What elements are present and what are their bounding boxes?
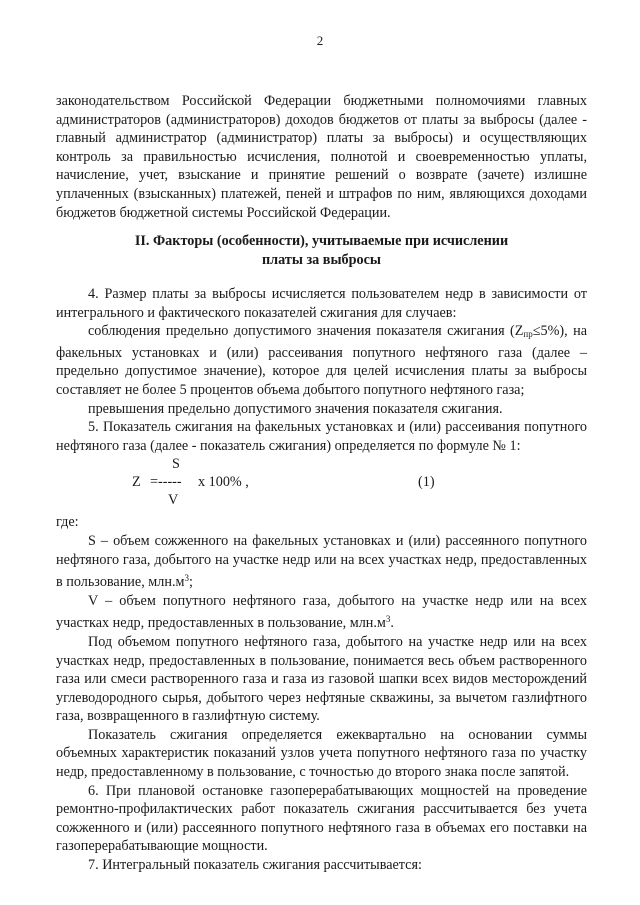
formula-lhs: Z [132, 474, 141, 491]
paragraph-4a-end: ≤5%), на факельных установках и (или) рассеивания попутного нефтяного газа (далее – предельно допустимое значение), которое для целей исчисления платы за выбросы составляет не более 5 процентов объема добытого попутного нефтяного газа; [56, 323, 587, 398]
v-unit-superscript: 3 [385, 614, 391, 625]
z-subscript: пр [523, 329, 533, 340]
paragraph-quarterly: Показатель сжигания определяется ежеквартально на основании суммы объемных характеристик показаний узлов учета попутного нефтяного газа по участку недр, предоставленному в пользование, с точностью до второго знака после запятой. [56, 726, 587, 781]
formula-fraction-bar: =----- [150, 474, 182, 491]
where-label: где: [56, 514, 79, 531]
formula-rhs: х 100% , [198, 474, 249, 491]
intro-paragraph: законодательством Российской Федерации бюджетными полномочиями главных администраторов (администраторов) доходов бюджетов от платы за выбросы (далее - главный администратор (администратор) платы за выбросы) и осуществляющих контроль за правильностью исчисления, полнотой и своевременностью уплаты, начисление, учет, взыскание и принятие решений о возврате (зачете) излишне уплаченных (взысканных) платежей, пеней и штрафов по ним, являющихся доходами бюджетов бюджетной системы Российской Федерации. [56, 93, 587, 221]
formula-numerator: S [172, 456, 180, 473]
v-definition-end: . [390, 615, 394, 632]
page-number: 2 [316, 33, 324, 48]
s-unit-superscript: 3 [184, 573, 189, 584]
section-heading-line2: платы за выбросы [262, 252, 381, 268]
v-definition-text: V – объем попутного нефтяного газа, добытого на участке недр или на всех участках недр, предоставленных в пользование, млн.м [56, 592, 587, 632]
s-definition-end: ; [188, 574, 193, 591]
intro-block [56, 92, 587, 222]
paragraph-4a-start: соблюдения предельно допустимого значения показателя сжигания (Z [88, 323, 524, 340]
section-heading [56, 232, 587, 270]
paragraph-4b: превышения предельно допустимого значения показателя сжигания. [88, 400, 503, 417]
paragraph-6: 6. При плановой остановке газоперерабатывающих мощностей на проведение ремонтно-профилактических работ показатель сжигания рассчитывается без учета сожженного и (или) рассеянного попутного нефтяного газа в объемах его поставки на газоперерабатывающие мощности. [56, 782, 587, 855]
formula-1 [56, 455, 587, 509]
section-heading-line1: II. Факторы (особенности), учитываемые при исчислении [134, 233, 509, 249]
s-definition-text: S – объем сожженного на факельных установках и (или) рассеянного попутного нефтяного газа, добытого на участке недр или на всех участках недр, предоставленных в пользование, млн.м [56, 532, 587, 591]
paragraph-7: 7. Интегральный показатель сжигания рассчитывается: [88, 857, 422, 874]
s-definition [56, 532, 587, 592]
paragraph-4a [56, 322, 587, 399]
formula-number: (1) [418, 474, 435, 491]
paragraph-4: 4. Размер платы за выбросы исчисляется пользователем недр в зависимости от интегрального и фактического показателей сжигания для случаев: [56, 286, 587, 321]
paragraph-5: 5. Показатель сжигания на факельных установках и (или) рассеивания попутного нефтяного газа (далее - показатель сжигания) определяется по формуле № 1: [56, 419, 587, 454]
paragraph-volume: Под объемом попутного нефтяного газа, добытого на участке недр или на всех участках недр, предоставленных в пользование, понимается весь объем растворенного газа или смеси растворенного газа и газа из газовой шапки всех видов месторождений углеводородного сырья, добытого через нефтяные скважины, за вычетом газлифтного газа, возвращенного в газлифтную систему. [56, 633, 587, 725]
section-body [56, 285, 587, 875]
formula-denominator: V [168, 492, 179, 509]
v-definition [56, 592, 587, 633]
